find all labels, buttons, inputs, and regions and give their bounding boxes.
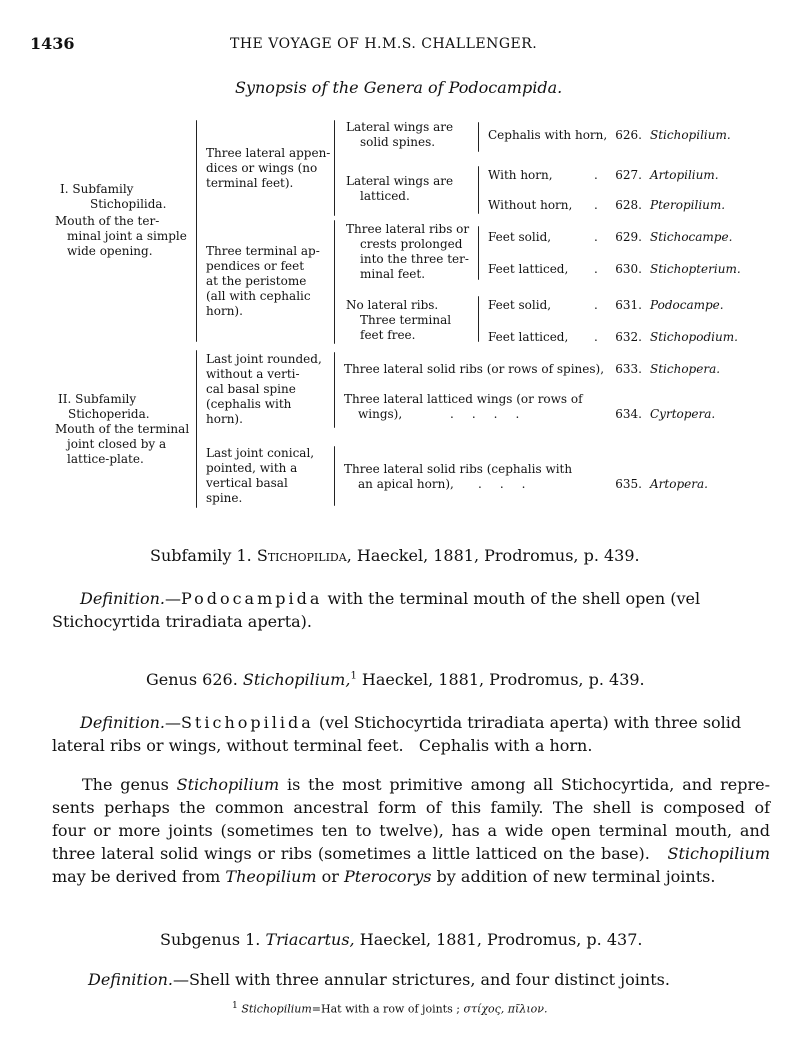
heading-prefix: Genus 626.	[146, 670, 238, 689]
heading-rest: Haeckel, 1881, Prodromus, p. 439.	[361, 670, 645, 689]
leaf-text-line: wings),	[358, 407, 403, 421]
definition-text: (vel Stichocyrtida triradiata aperta) with three solid	[318, 713, 742, 732]
subfamily1-label-line: I. Subfamily	[60, 182, 134, 196]
heading-rest: Haeckel, 1881, Prodromus, p. 437.	[359, 930, 643, 949]
brace	[196, 350, 197, 508]
definition-term: Podocampida	[180, 589, 323, 608]
subfamily2-label-line: Stichoperida.	[68, 407, 150, 421]
definition-2: Definition.—Stichopilida (vel Stichocyrtida triradiata aperta) with three solid	[80, 713, 742, 732]
group-line: spine.	[206, 491, 243, 505]
footnote-greek: στίχος, πῖλιον.	[463, 1002, 548, 1016]
footnote	[232, 1000, 547, 1016]
heading-rest: , Haeckel, 1881, Prodromus, p. 439.	[346, 546, 640, 565]
group-b	[206, 244, 320, 319]
subfamily2-desc-line: Mouth of the terminal	[55, 422, 190, 436]
group-line: vertical basal	[206, 476, 288, 490]
leaf-text-line: Three lateral solid ribs (cephalis with	[344, 462, 573, 476]
group-c	[206, 352, 322, 427]
dot-leader: ....	[450, 407, 538, 421]
genus-number: 635.	[615, 477, 642, 491]
paragraph-line	[52, 773, 770, 796]
brace	[334, 120, 335, 216]
leaf-text: With horn,	[488, 168, 553, 182]
genus-name: Artopilium.	[650, 168, 719, 182]
subfamily2-desc-line: joint closed by a	[67, 437, 167, 451]
subfamily1-label-line: Stichopilida.	[90, 197, 167, 211]
sub-line: Three lateral ribs or	[346, 222, 470, 236]
genus-name: Artopera.	[650, 477, 708, 491]
sub-a2	[346, 174, 453, 204]
page-number: 1436	[30, 34, 75, 53]
synopsis-title: Synopsis of the Genera of Podocampida.	[235, 78, 563, 97]
subfamily2-desc	[55, 422, 189, 467]
definition-3	[88, 968, 670, 991]
group-line: horn).	[206, 412, 243, 426]
group-line: Last joint conical,	[206, 446, 315, 460]
sub-line: Lateral wings are	[346, 174, 454, 188]
genus-name: Stichopilium.	[650, 128, 731, 142]
subfamily1-desc-line: Mouth of the ter-	[55, 214, 160, 228]
subfamily2-desc-line: lattice-plate.	[67, 452, 144, 466]
genus-number: 626.	[615, 128, 642, 142]
heading-prefix: Subfamily 1.	[150, 546, 252, 565]
genus-number: 633.	[615, 362, 642, 376]
genus-number: 627.	[615, 168, 642, 182]
subfamily1-label	[60, 182, 166, 212]
group-line: terminal feet).	[206, 176, 294, 190]
sub-line: solid spines.	[360, 135, 436, 149]
genus-name: Stichopterium.	[650, 262, 741, 276]
leaf-text-line: an apical horn),	[358, 477, 454, 491]
sub-line: Three terminal	[360, 313, 452, 327]
definition-term: Stichopilida	[180, 713, 314, 732]
genus-name: Cyrtopera.	[650, 407, 716, 421]
leaf-text: Feet latticed,	[488, 262, 569, 276]
group-line: at the peristome	[206, 274, 307, 288]
text-run: is the most primitive among all Stichocyrtida, and repre-	[279, 775, 771, 794]
running-title: THE VOYAGE OF H.M.S. CHALLENGER.	[230, 36, 538, 52]
brace	[478, 226, 479, 280]
sub-a1	[346, 120, 453, 150]
genus-name: Pteropilium.	[650, 198, 726, 212]
text-run: Stichopilium	[176, 775, 280, 794]
dot-leader: .	[594, 298, 598, 312]
group-line: pendices or feet	[206, 259, 305, 273]
sub-b1	[346, 222, 469, 282]
text-run: three lateral solid wings or ribs (sometimes a little latticed on the base).	[52, 844, 668, 863]
text-run: Pterocorys	[344, 867, 432, 886]
heading-name: Triacartus,	[265, 930, 355, 949]
definition-text: with the terminal mouth of the shell open (vel	[327, 589, 701, 608]
sub-line: No lateral ribs.	[346, 298, 439, 312]
group-line: pointed, with a	[206, 461, 298, 475]
group-line: (all with cephalic	[206, 289, 311, 303]
group-line: Three terminal ap-	[206, 244, 320, 258]
footnote-term: Stichopilium	[241, 1002, 312, 1016]
genus-name: Stichopodium.	[650, 330, 738, 344]
paragraph-line: four or more joints (sometimes ten to twelve), has a wide open terminal mouth, and	[52, 821, 770, 840]
dot-leader: .	[594, 262, 598, 276]
sub-line: minal feet.	[360, 267, 426, 281]
brace	[478, 296, 479, 342]
leaf-text: Feet solid,	[488, 230, 552, 244]
group-line: Three lateral appen-	[206, 146, 331, 160]
subfamily1-desc	[55, 214, 187, 259]
genus-name: Podocampe.	[650, 298, 724, 312]
genus-name: Stichopera.	[650, 362, 721, 376]
footnote-mark: 1	[232, 1000, 238, 1011]
definition-label: Definition.	[80, 589, 165, 608]
genus-number: 634.	[615, 407, 642, 421]
group-a	[206, 146, 330, 191]
group-line: cal basal spine	[206, 382, 296, 396]
subgenus-heading	[160, 930, 642, 949]
genus-heading	[146, 670, 645, 689]
leaf-text: Without horn,	[488, 198, 573, 212]
text-run: by addition of new terminal joints.	[431, 867, 716, 886]
group-line: dices or wings (no	[206, 161, 318, 175]
text-run: Theopilium	[225, 867, 317, 886]
text-run: or	[316, 867, 345, 886]
definition-label: Definition.	[88, 970, 173, 989]
paragraph-line	[52, 842, 770, 865]
group-line: (cephalis with	[206, 397, 292, 411]
dot-leader: ...	[478, 477, 544, 491]
leaf-text: Three lateral solid ribs (or rows of spines),	[344, 362, 605, 376]
sub-line: feet free.	[360, 328, 416, 342]
text-run: may be derived from	[52, 867, 226, 886]
sub-line: into the three ter-	[360, 252, 469, 266]
brace	[478, 122, 479, 152]
brace	[334, 352, 335, 428]
group-line: Last joint rounded,	[206, 352, 322, 366]
definition-1: Definition.—Podocampida with the terminal mouth of the shell open (vel	[80, 589, 701, 608]
genus-number: 632.	[615, 330, 642, 344]
subfamily2-label-line: II. Subfamily	[58, 392, 137, 406]
group-d	[206, 446, 314, 506]
leaf-text-line: Three lateral latticed wings (or rows of	[344, 392, 583, 406]
definition-label: Definition.	[80, 713, 165, 732]
brace	[334, 220, 335, 344]
brace	[478, 166, 479, 214]
leaf-text: Feet latticed,	[488, 330, 569, 344]
definition-2-cont: lateral ribs or wings, without terminal feet. Cephalis with a horn.	[52, 736, 593, 755]
subfamily-heading	[150, 546, 640, 565]
subfamily1-desc-line: wide opening.	[67, 244, 153, 258]
subfamily2-label	[58, 392, 150, 422]
dot-leader: .	[594, 168, 598, 182]
definition-text: —Shell with three annular strictures, and four distinct joints.	[172, 970, 670, 989]
brace	[196, 120, 197, 342]
brace	[334, 446, 335, 506]
footnote-mark: 1	[350, 670, 357, 682]
sub-line: latticed.	[360, 189, 410, 203]
dot-leader: .	[594, 230, 598, 244]
dot-leader: .	[594, 330, 598, 344]
subfamily1-desc-line: minal joint a simple	[67, 229, 187, 243]
genus-number: 628.	[615, 198, 642, 212]
text-run: The genus	[82, 775, 177, 794]
paragraph-line: sents perhaps the common ancestral form of this family. The shell is composed of	[52, 798, 770, 817]
leaf-text: Feet solid,	[488, 298, 552, 312]
footnote-text: =Hat with a row of joints ;	[311, 1002, 460, 1016]
genus-name: Stichocampe.	[650, 230, 733, 244]
sub-line: crests prolonged	[360, 237, 463, 251]
text-run: Stichopilium	[667, 844, 770, 863]
genus-number: 630.	[615, 262, 642, 276]
genus-number: 629.	[615, 230, 642, 244]
group-line: without a verti-	[206, 367, 300, 381]
heading-prefix: Subgenus 1.	[160, 930, 261, 949]
sub-line: Lateral wings are	[346, 120, 454, 134]
group-line: horn).	[206, 304, 243, 318]
paragraph-line	[52, 865, 770, 888]
paragraph	[52, 773, 770, 888]
definition-1-cont: Stichocyrtida triradiata aperta).	[52, 612, 312, 631]
heading-name: Stichopilida	[256, 546, 347, 565]
dot-leader: .	[594, 198, 598, 212]
genus-number: 631.	[615, 298, 642, 312]
sub-b2	[346, 298, 451, 343]
leaf-text: Cephalis with horn,	[488, 128, 608, 142]
heading-name: Stichopilium,	[242, 670, 351, 689]
